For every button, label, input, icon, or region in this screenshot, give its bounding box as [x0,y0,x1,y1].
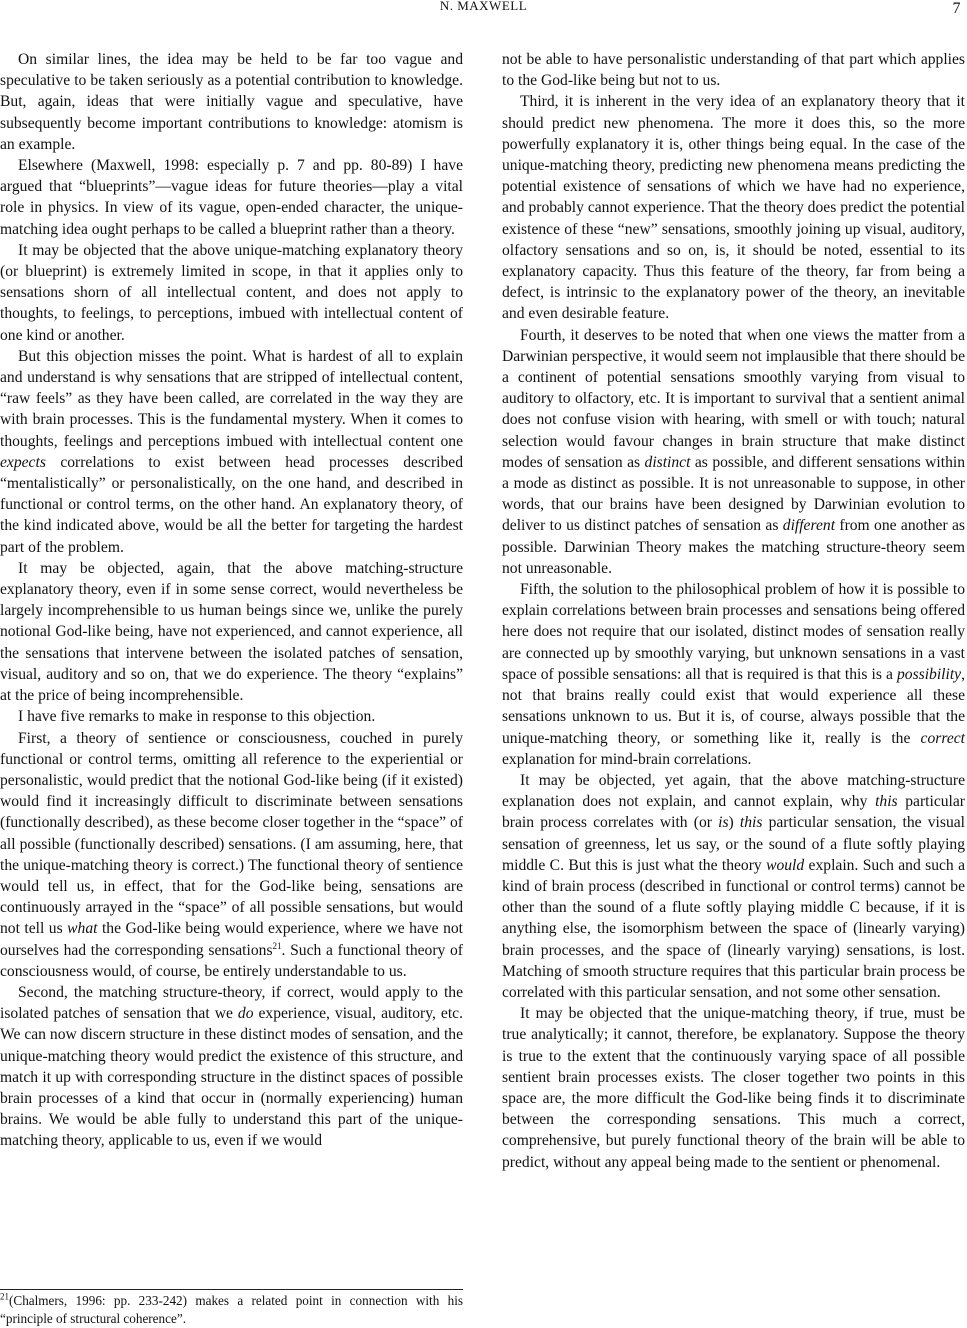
paragraph [502,91,965,324]
text-run: Fourth, it deserves to be noted that when one views the matter from a Darwinian perspective, it would seem not implausible that there should be a continent of potential sensations smoothly varying from visual to auditory to olfactory, etc. It is important to survival that a sentient animal does not confuse vision with hearing, with smell or with touch; natural selection would favour changes in brain structure that make distinct modes of sensation as [502,326,965,471]
right-column [502,49,965,1173]
emphasis: what [67,920,98,938]
text-run: ) [728,814,740,832]
text-run: particular sensation, the visual sensation of greenness, let us say, or the sound of a flute softly playing middle C. But this is just what the theory [502,814,966,874]
page-number: 7 [952,0,961,17]
text-run: Elsewhere (Maxwell, 1998: especially p. 7 and pp. 80-89) I have argued that “blueprints”—vague ideas for future theories—play a vital role in physics. In view of its vague, open-ended character, the unique-matching idea ought perhaps to be called a blueprint rather than a theory. [0,157,463,238]
footnote-reference: 21 [272,940,282,951]
text-run: First, a theory of sentience or consciousness, couched in purely functional or control terms, omitting all reference to the experiential or personalistic, would predict that the notional God-like being (if it existed) would find it increasingly difficult to discriminate between sensations (functionally described), as these become closer together in the “space” of all possible (functionally described) sensations. (I am assuming, here, that the unique-matching theory is correct.) The functional theory of sentience would tell us, in effect, that for the God-like being, sensations are continuously arrayed in the “space” of all possible sensations, but would not tell us [0,729,463,938]
paragraph [0,982,463,1152]
paragraph [0,558,463,706]
paragraph [0,706,463,727]
text-run: , not that brains really could exist that would experience all these sensations unknown to us. But it is, of course, always possible that the unique-matching theory, or something like it, really is the [502,665,965,747]
emphasis: would [766,856,805,874]
text-run: I have five remarks to make in response to this objection. [18,708,376,726]
footnote-text: (Chalmers, 1996: pp. 233-242) makes a related point in connection with his “principle of structural coherence”. [0,1293,463,1326]
emphasis: is [718,814,729,832]
text-run: Second, the matching structure-theory, if correct, would apply to the isolated patches of sensation that we [0,983,463,1023]
text-run: experience, visual, auditory, etc. We can now discern structure in these distinct modes of sensation, and the unique-matching theory would predict the existence of this structure, and match it up with corresponding structure in the distinct spaces of possible brain processes of a kind that occur in (normally experiencing) human brains. We would be able fully to understand this part of the unique-matching theory, applicable to us, even if we would [0,1005,463,1150]
text-run: explain. Such and such a kind of brain process (described in functional or control terms) cannot be other than the sound of a flute softly playing middle C because, if it is anything else, the isomorphism between the space of (linearly varying) brain processes, and the space of (linearly varying) sensations, is lost. Matching of smooth structure requires that this particular brain process be correlated with this particular sensation, and not some other sensation. [502,856,965,1001]
text-run: It may be objected, again, that the above matching-structure explanatory theory, even if in some sense correct, would nevertheless be largely incomprehensible to us human beings since we, unlike the purely notional God-like being, have not experienced, and cannot experience, all the sensations that intervene between the isolated patches of sensation, visual, auditory and so on, that we do experience. The theory “explains” at the price of being incomprehensible. [0,559,463,705]
text-run: from one another as possible. Darwinian Theory makes the matching structure-theory seem not unreasonable. [502,517,965,577]
text-run: It may be objected, yet again, that the above matching-structure explanation does not explain, and cannot explain, why [502,771,965,811]
emphasis: correct [920,729,965,747]
footnote-separator [0,1289,463,1290]
emphasis: possibility [896,665,962,683]
running-head-author: N. MAXWELL [439,0,528,13]
text-run: Fifth, the solution to the philosophical problem of how it is possible to explain correlations between brain processes and sensations being offered here does not require that our isolated, distinct modes of sensation really are connected up by smoothly varying, but unknown sensations in a vast space of possible sensations: all that is required is that this is a [502,581,965,683]
paragraph [502,770,965,1003]
text-run: as possible, and different sensations within a mode as distinct as possible. It is not unreasonable to suppose, in other words, that our brains have been designed by Darwinian evolution to deliver to us distinct patches of sensation as [502,453,965,535]
text-run: On similar lines, the idea may be held to be far too vague and speculative to be taken seriously as a potential contribution to knowledge. But, again, ideas that were initially vague and speculative, have subsequently become important contributions to knowledge: atomism is an example. [0,51,463,153]
running-head [0,0,967,20]
text-run: explanation for mind-brain correlations. [502,750,752,768]
paragraph [502,579,965,770]
left-column [0,49,463,1152]
text-run: particular brain process correlates with (or [502,793,965,832]
paragraph [502,325,965,579]
text-run: But this objection misses the point. What is hardest of all to explain and understand is why sensations that are stripped of intellectual content, “raw feels” as they have been called, are correlated in the way they are with brain processes. This is the fundamental mystery. When it comes to thoughts, feelings and perceptions imbued with intellectual content one [0,347,463,450]
text-run: . Such a functional theory of consciousness would, of course, be entirely understandable to us. [0,941,463,980]
footnote-marker: 21 [0,1291,9,1302]
paragraph [0,49,463,155]
emphasis: different [782,517,836,535]
text-run: the God-like being would experience, where we have not ourselves had the corresponding sensations [0,920,463,959]
emphasis: distinct [644,453,691,471]
emphasis: this [739,814,763,832]
emphasis: do [237,1005,254,1023]
paragraph [502,49,965,91]
footnote [0,1292,463,1327]
emphasis: this [875,793,898,811]
text-run: Third, it is inherent in the very idea of an explanatory theory that it should predict new phenomena. The more it does this, so the more powerfully explanatory it is, other things being equal. In the case of the unique-matching theory, predicting new phenomena means predicting the potential existence of sensations of which we have had no experience, and probably cannot experience. That the theory does predict the potential existence of these “new” sensations, smoothly joining up visual, auditory, olfactory sensations and so on, is, it should be noted, essential to its explanatory capacity. Thus this feature of the theory, far from being a defect, is intrinsic to the explanatory power of the theory, an inevitable and even desirable feature. [502,93,965,323]
text-run: It may be objected that the unique-matching theory, if true, must be true analytically; it cannot, therefore, be explanatory. Suppose the theory is true to the extent that the continuously varying space of all possible sentient brain processes exists. The closer together two points in this space are, the more difficult the God-like being finds it to discriminate between the corresponding sensations. This much a correct, comprehensive, but purely functional theory of the brain will be able to predict, without any appeal being made to the sentient or phenomenal. [502,1005,965,1171]
paragraph [0,155,463,240]
paragraph [502,1003,965,1173]
emphasis: expects [0,453,46,471]
paragraph [0,346,463,558]
text-run: correlations to exist between head processes described “mentalistically” or personalistically, on the one hand, and described in functional or control terms, on the other hand. An explanatory theory, of the kind indicated above, would be all the better for targeting the hardest part of the problem. [0,453,463,556]
text-run: not be able to have personalistic understanding of that part which applies to the God-like being but not to us. [502,51,965,90]
paragraph [0,728,463,982]
paragraph [0,240,463,346]
text-run: It may be objected that the above unique-matching explanatory theory (or blueprint) is extremely limited in scope, in that it applies only to sensations shorn of all intellectual content, and does not apply to thoughts, to feelings, to perceptions, imbued with intellectual content of one kind or another. [0,241,463,344]
